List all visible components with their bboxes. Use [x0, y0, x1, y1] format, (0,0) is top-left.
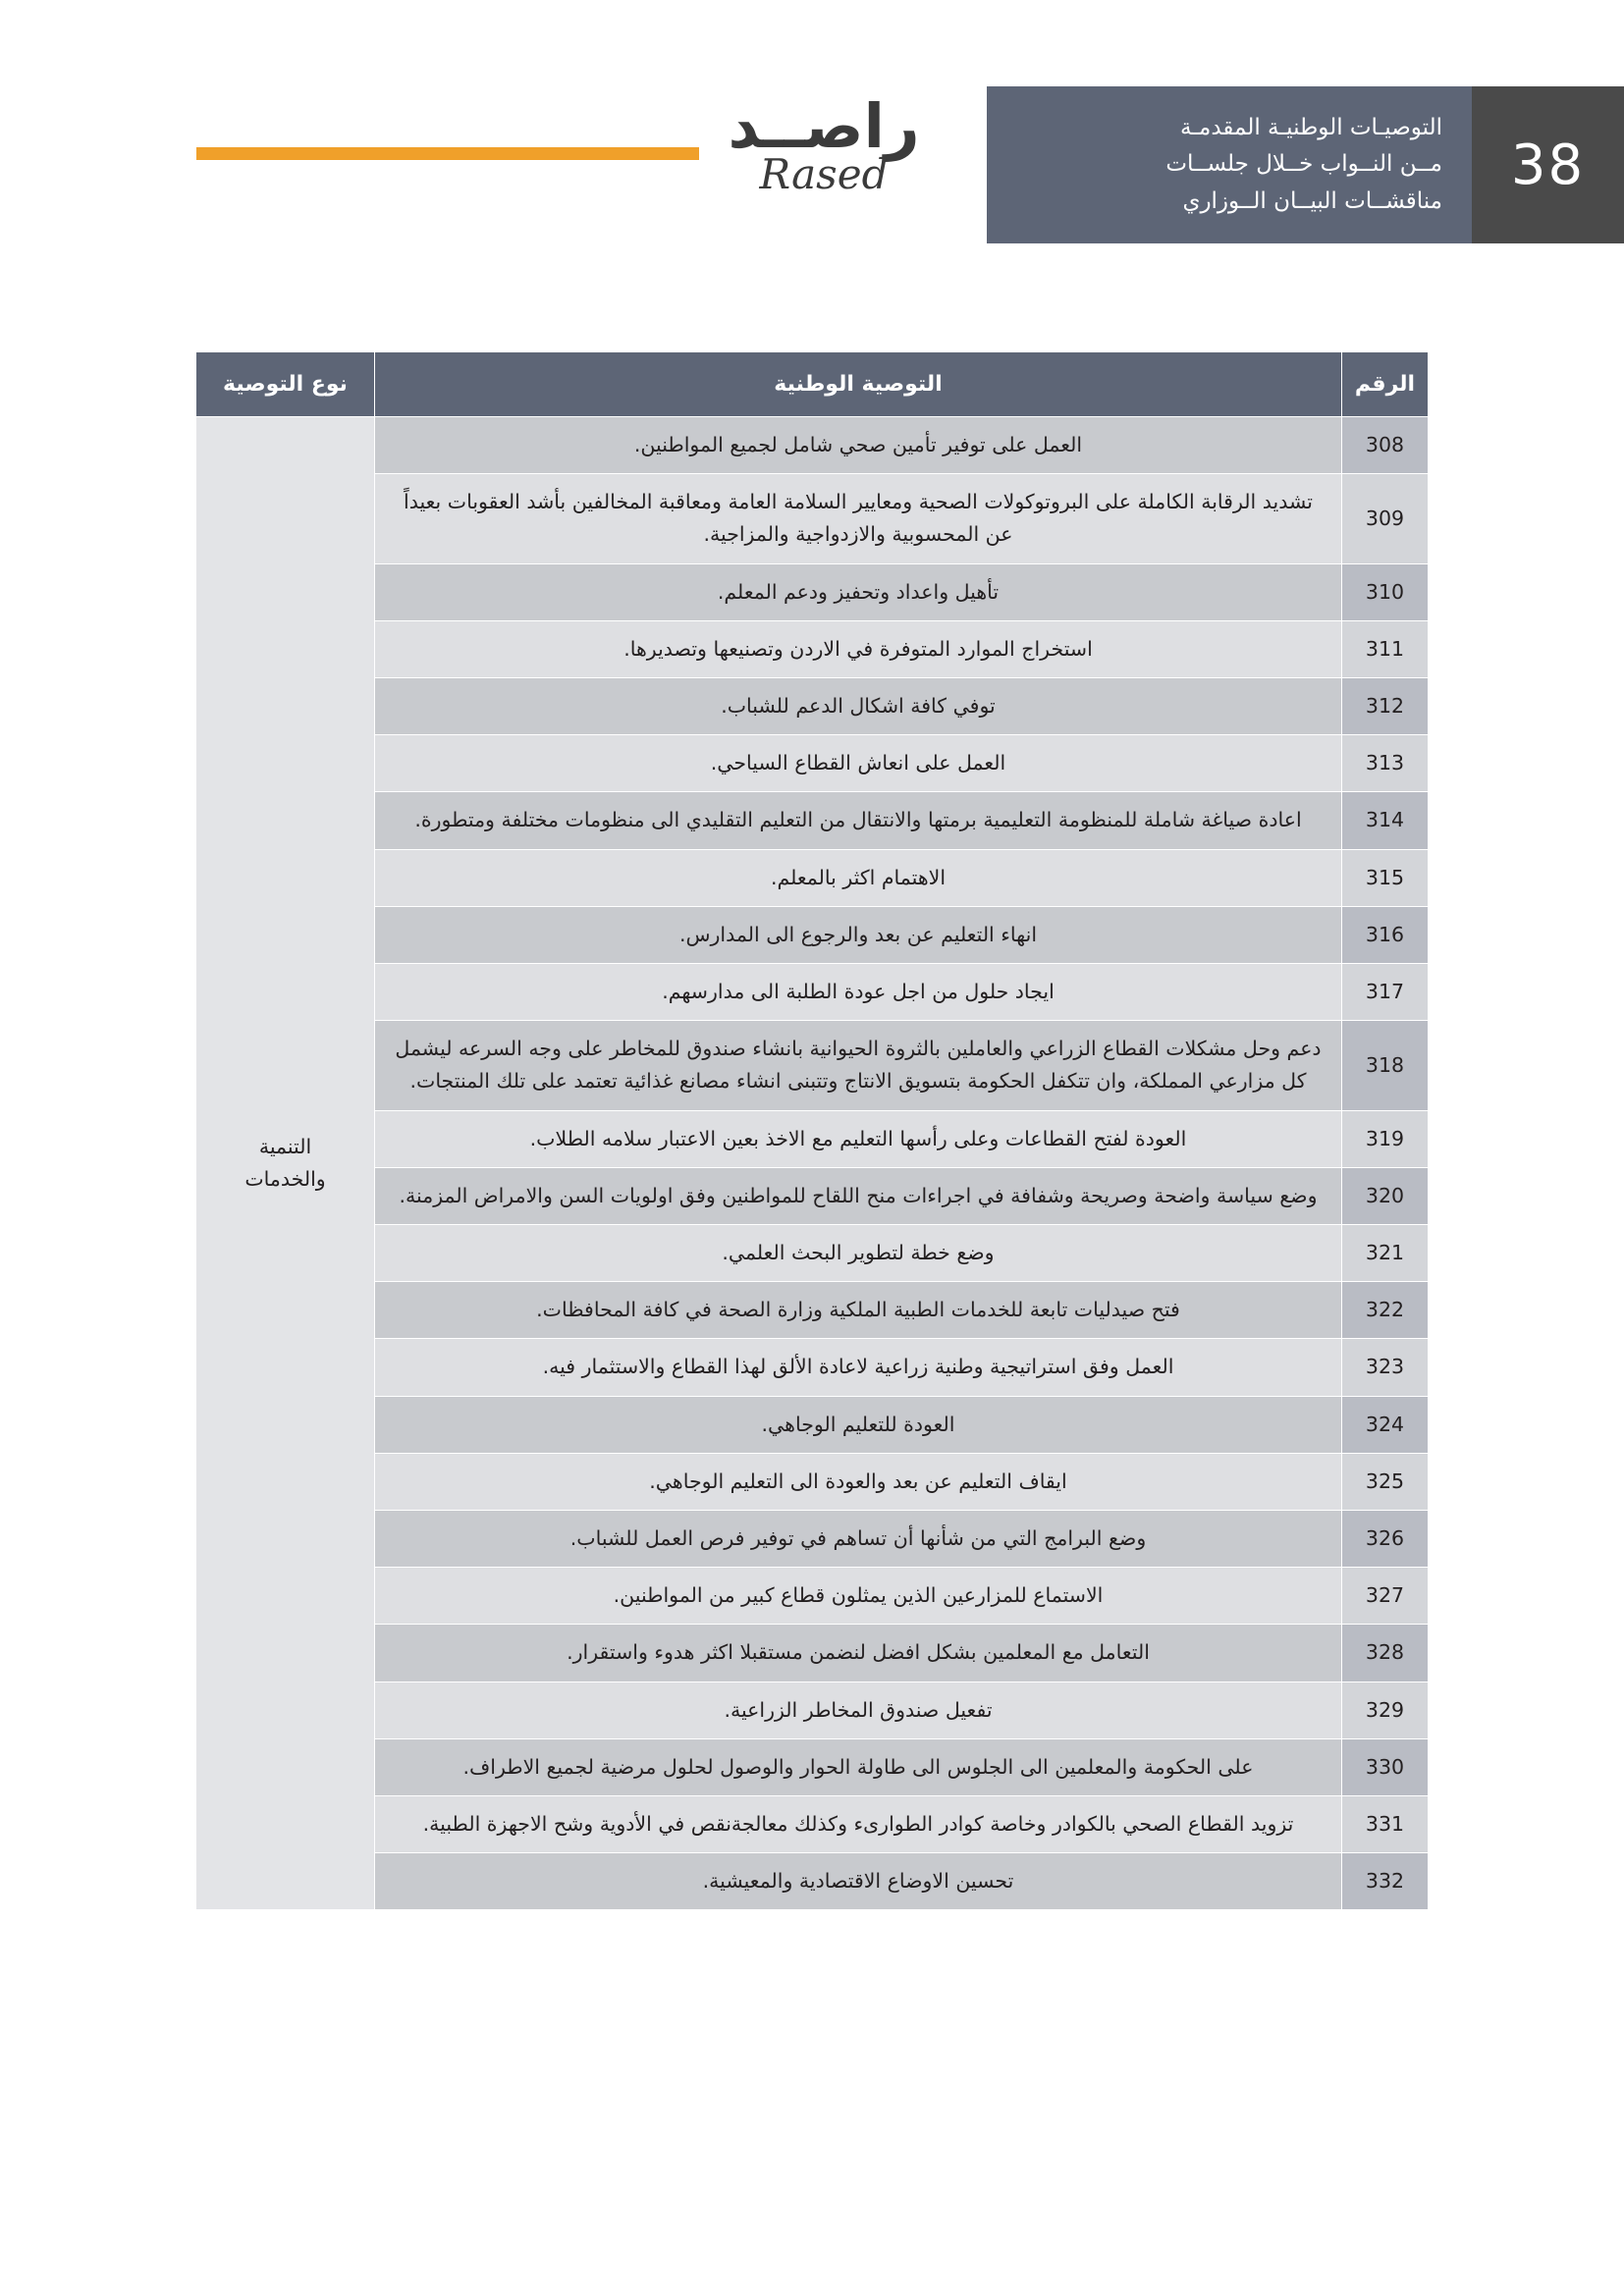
- table-body: [196, 417, 1429, 1910]
- table-row: [196, 1167, 1429, 1224]
- table-row: [196, 678, 1429, 735]
- cell-number: 309: [1342, 474, 1429, 563]
- cell-recommendation: الاستماع للمزارعين الذين يمثلون قطاع كبير من المواطنين.: [375, 1568, 1342, 1625]
- cell-recommendation: وضع خطة لتطوير البحث العلمي.: [375, 1225, 1342, 1282]
- cell-number: 324: [1342, 1396, 1429, 1453]
- cell-number: 308: [1342, 417, 1429, 474]
- cell-recommendation: توفي كافة اشكال الدعم للشباب.: [375, 678, 1342, 735]
- cell-recommendation: التعامل مع المعلمين بشكل افضل لنضمن مستقبلا اكثر هدوء واستقرار.: [375, 1625, 1342, 1682]
- cell-recommendation: دعم وحل مشكلات القطاع الزراعي والعاملين بالثروة الحيوانية بانشاء صندوق للمخاطر على وجه السرعه ليشمل كل مزارعي المملكة، وان تتكفل الحكومة بتسويق الانتاج وتتبنى انشاء مصانع غذائية تعتمد على تلك المنتجات.: [375, 1021, 1342, 1110]
- brand-name-latin: Rased: [759, 150, 889, 199]
- column-header-number: الرقم: [1342, 352, 1429, 417]
- cell-number: 318: [1342, 1021, 1429, 1110]
- cell-recommendation: تحسين الاوضاع الاقتصادية والمعيشية.: [375, 1853, 1342, 1910]
- cell-number: 331: [1342, 1796, 1429, 1853]
- cell-recommendation: الاهتمام اكثر بالمعلم.: [375, 849, 1342, 906]
- cell-number: 326: [1342, 1511, 1429, 1568]
- type-label-line-1: التنمية: [258, 1135, 312, 1159]
- accent-rule: [196, 147, 699, 160]
- table-row: [196, 1282, 1429, 1339]
- cell-recommendation: العودة للتعليم الوجاهي.: [375, 1396, 1342, 1453]
- type-label-line-2: والخدمات: [244, 1167, 326, 1192]
- recommendations-table-wrapper: [196, 351, 1429, 1910]
- document-title-line-2: مــن النــواب خــلال جلســات: [1165, 151, 1442, 178]
- table-row: [196, 474, 1429, 563]
- table-row: [196, 1339, 1429, 1396]
- cell-number: 322: [1342, 1282, 1429, 1339]
- table-row: [196, 417, 1429, 474]
- cell-recommendation: العمل وفق استراتيجية وطنية زراعية لاعادة الألق لهذا القطاع والاستثمار فيه.: [375, 1339, 1342, 1396]
- recommendations-table: [195, 351, 1429, 1910]
- column-header-recommendation: التوصية الوطنية: [375, 352, 1342, 417]
- cell-type: [196, 417, 375, 1910]
- brand-logo: [701, 90, 947, 199]
- table-row: [196, 1853, 1429, 1910]
- table-row: [196, 1511, 1429, 1568]
- table-row: [196, 1738, 1429, 1795]
- document-title-line-3: مناقشــات البيــان الــوزاري: [1182, 187, 1442, 214]
- cell-number: 311: [1342, 620, 1429, 677]
- cell-number: 330: [1342, 1738, 1429, 1795]
- cell-recommendation: تفعيل صندوق المخاطر الزراعية.: [375, 1682, 1342, 1738]
- cell-number: 320: [1342, 1167, 1429, 1224]
- cell-recommendation: فتح صيدليات تابعة للخدمات الطبية الملكية وزارة الصحة في كافة المحافظات.: [375, 1282, 1342, 1339]
- cell-number: 329: [1342, 1682, 1429, 1738]
- cell-recommendation: العمل على انعاش القطاع السياحي.: [375, 735, 1342, 792]
- table-row: [196, 906, 1429, 963]
- cell-number: 310: [1342, 563, 1429, 620]
- table-row: [196, 1453, 1429, 1510]
- cell-recommendation: استخراج الموارد المتوفرة في الاردن وتصنيعها وتصديرها.: [375, 620, 1342, 677]
- table-row: [196, 1568, 1429, 1625]
- cell-recommendation: اعادة صياغة شاملة للمنظومة التعليمية برمتها والانتقال من التعليم التقليدي الى منظومات مختلفة ومتطورة.: [375, 792, 1342, 849]
- table-row: [196, 1796, 1429, 1853]
- cell-number: 312: [1342, 678, 1429, 735]
- page-header: [0, 86, 1624, 243]
- document-title-line-1: التوصيـات الوطنيـة المقدمـة: [1179, 115, 1442, 141]
- cell-number: 316: [1342, 906, 1429, 963]
- cell-recommendation: ايجاد حلول من اجل عودة الطلبة الى مدارسهم.: [375, 964, 1342, 1021]
- cell-number: 332: [1342, 1853, 1429, 1910]
- cell-recommendation: ايقاف التعليم عن بعد والعودة الى التعليم الوجاهي.: [375, 1453, 1342, 1510]
- cell-number: 325: [1342, 1453, 1429, 1510]
- cell-recommendation: تأهيل واعداد وتحفيز ودعم المعلم.: [375, 563, 1342, 620]
- cell-number: 313: [1342, 735, 1429, 792]
- table-row: [196, 849, 1429, 906]
- cell-recommendation: تزويد القطاع الصحي بالكوادر وخاصة كوادر الطوارىء وكذلك معالجةنقص في الأدوية وشح الاجهزة الطبية.: [375, 1796, 1342, 1853]
- header-title-group: [987, 86, 1624, 243]
- table-row: [196, 735, 1429, 792]
- table-row: [196, 792, 1429, 849]
- cell-number: 314: [1342, 792, 1429, 849]
- table-row: [196, 1682, 1429, 1738]
- table-header-row: [196, 352, 1429, 417]
- cell-recommendation: على الحكومة والمعلمين الى الجلوس الى طاولة الحوار والوصول لحلول مرضية لجميع الاطراف.: [375, 1738, 1342, 1795]
- table-row: [196, 1021, 1429, 1110]
- page-number: 38: [1472, 86, 1624, 243]
- table-row: [196, 1625, 1429, 1682]
- document-title: [987, 86, 1472, 243]
- cell-recommendation: وضع البرامج التي من شأنها أن تساهم في توفير فرص العمل للشباب.: [375, 1511, 1342, 1568]
- cell-recommendation: تشديد الرقابة الكاملة على البروتوكولات الصحية ومعايير السلامة العامة ومعاقبة المخالفين بأشد العقوبات بعيداً عن المحسوبية والازدواجية والمزاجية.: [375, 474, 1342, 563]
- cell-recommendation: انهاء التعليم عن بعد والرجوع الى المدارس.: [375, 906, 1342, 963]
- cell-recommendation: العودة لفتح القطاعات وعلى رأسها التعليم مع الاخذ بعين الاعتبار سلامه الطلاب.: [375, 1110, 1342, 1167]
- table-row: [196, 1225, 1429, 1282]
- cell-number: 317: [1342, 964, 1429, 1021]
- cell-number: 328: [1342, 1625, 1429, 1682]
- cell-recommendation: وضع سياسة واضحة وصريحة وشفافة في اجراءات منح اللقاح للمواطنين وفق اولويات السن والامراض المزمنة.: [375, 1167, 1342, 1224]
- column-header-type: نوع التوصية: [196, 352, 375, 417]
- cell-number: 327: [1342, 1568, 1429, 1625]
- table-row: [196, 563, 1429, 620]
- table-row: [196, 1110, 1429, 1167]
- table-row: [196, 620, 1429, 677]
- cell-recommendation: العمل على توفير تأمين صحي شامل لجميع المواطنين.: [375, 417, 1342, 474]
- table-row: [196, 1396, 1429, 1453]
- cell-number: 323: [1342, 1339, 1429, 1396]
- table-row: [196, 964, 1429, 1021]
- cell-number: 315: [1342, 849, 1429, 906]
- brand-name-arabic: راصــد: [728, 90, 920, 162]
- cell-number: 319: [1342, 1110, 1429, 1167]
- cell-number: 321: [1342, 1225, 1429, 1282]
